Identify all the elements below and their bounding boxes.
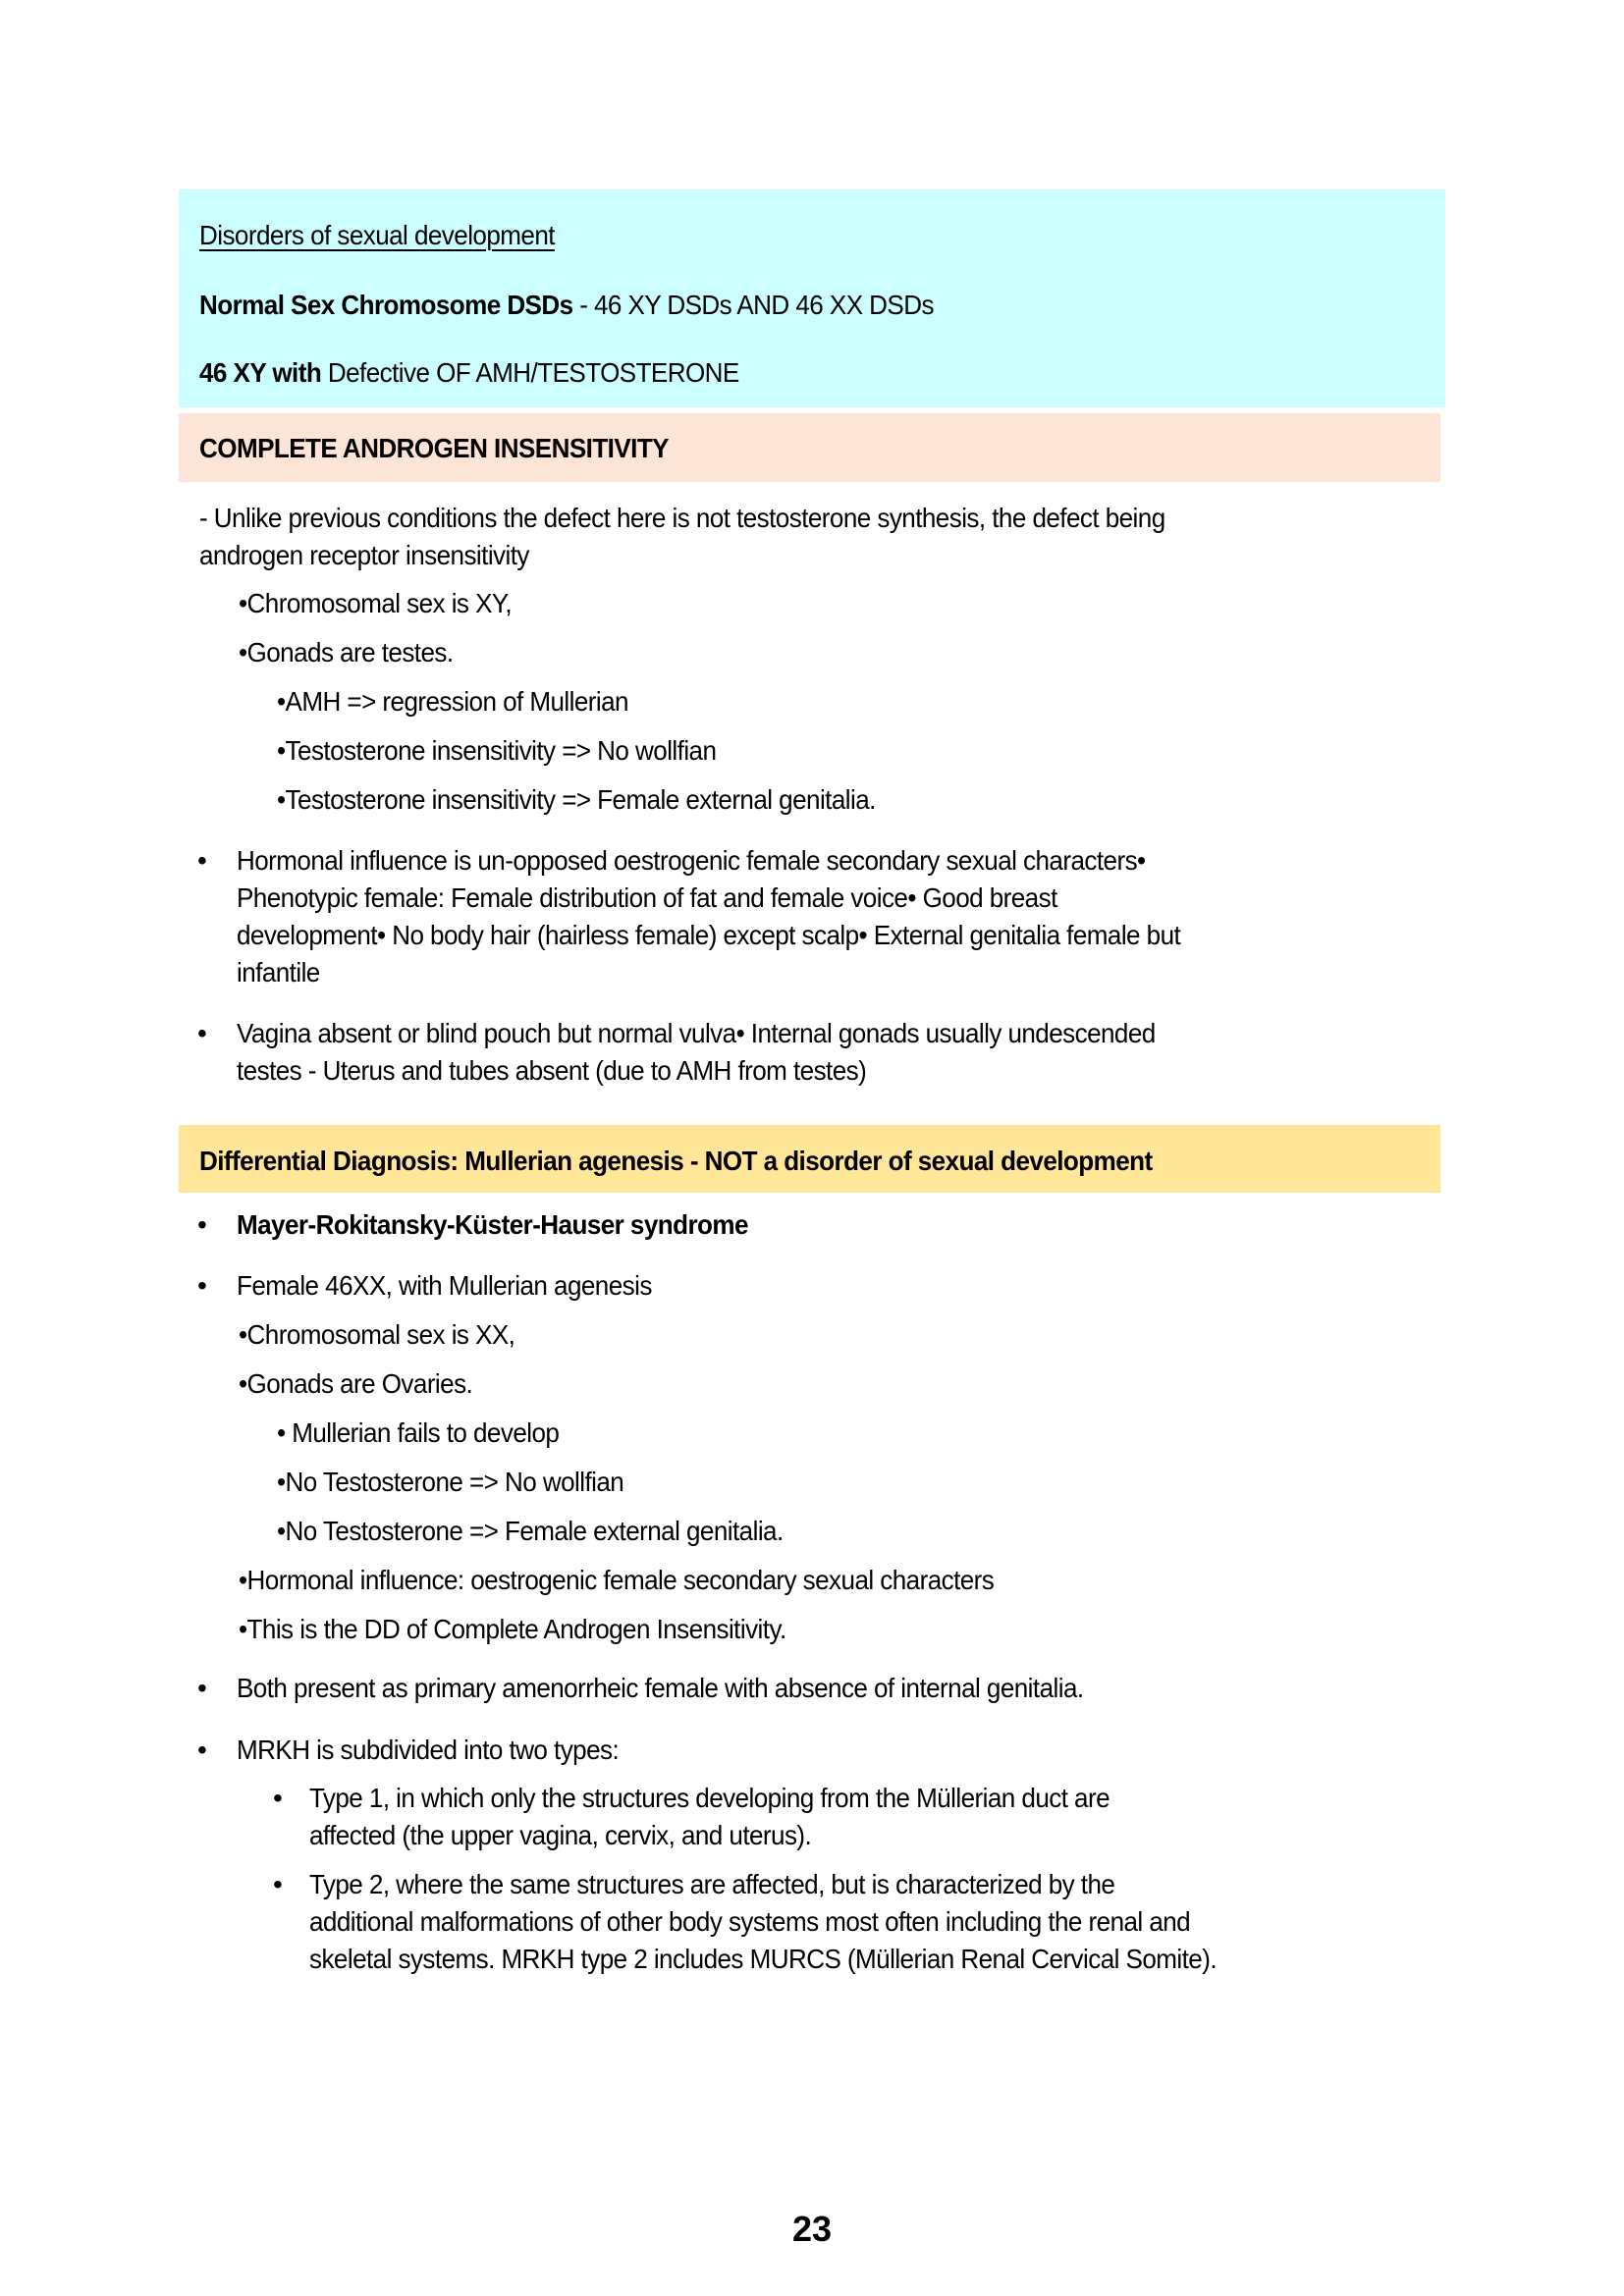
type-line: affected (the upper vagina, cervix, and uterus). [309, 1820, 812, 1850]
bullet-both-present: Both present as primary amenorrheic female with absence of internal genitalia. [237, 1673, 1084, 1703]
sub-sub-item: •No Testosterone => No wollfian [277, 1467, 624, 1497]
bullet-line: testes - Uterus and tubes absent (due to AMH from testes) [237, 1055, 867, 1086]
bullet-line: Vagina absent or blind pouch but normal vulva• Internal gonads usually undescended [237, 1018, 1156, 1048]
sub-item: •Hormonal influence: oestrogenic female secondary sexual characters [239, 1565, 995, 1595]
type-line: Type 1, in which only the structures developing from the Müllerian duct are [309, 1783, 1110, 1813]
type-line: Type 2, where the same structures are affected, but is characterized by the [309, 1869, 1115, 1899]
intro-line: androgen receptor insensitivity [199, 540, 529, 570]
sub-item: •Gonads are Ovaries. [239, 1368, 473, 1399]
type-line: skeletal systems. MRKH type 2 includes MURCS (Müllerian Renal Cervical Somite). [309, 1944, 1218, 1974]
sub-sub-item: • Mullerian fails to develop [277, 1417, 560, 1448]
sub-item: •Chromosomal sex is XX, [239, 1319, 515, 1350]
bullet-mrkh: Mayer-Rokitansky-Küster-Hauser syndrome [237, 1209, 748, 1240]
subheading-normal-sex-chromosome [199, 287, 934, 324]
bullet-icon: • [197, 1209, 207, 1240]
bullet-icon: • [197, 1270, 207, 1301]
sub-sub-item: •Testosterone insensitivity => Female external genitalia. [277, 784, 876, 815]
intro-line: - Unlike previous conditions the defect here is not testosterone synthesis, the defect being [199, 503, 1165, 533]
sub-sub-item: •No Testosterone => Female external genitalia. [277, 1516, 784, 1546]
sub-sub-item: •AMH => regression of Mullerian [277, 686, 628, 717]
subheading-46xy [199, 354, 739, 392]
document-heading: Disorders of sexual development [199, 220, 555, 250]
bullet-icon: • [197, 1735, 207, 1765]
bullet-line: Hormonal influence is un-opposed oestrogenic female secondary sexual characters• [237, 845, 1146, 876]
subheading-46xy-rest: Defective OF AMH/TESTOSTERONE [321, 357, 739, 388]
bullet-line: Phenotypic female: Female distribution of fat and female voice• Good breast [237, 882, 1057, 913]
sub-item: •Chromosomal sex is XY, [239, 588, 513, 618]
type-line: additional malformations of other body systems most often including the renal and [309, 1906, 1191, 1937]
sub-item: •Gonads are testes. [239, 637, 454, 667]
sub-item: •This is the DD of Complete Androgen Insensitivity. [239, 1614, 786, 1644]
section-title-dd: Differential Diagnosis: Mullerian agenesis - NOT a disorder of sexual development [199, 1146, 1153, 1176]
subheading-bold-part: Normal Sex Chromosome DSDs [199, 290, 573, 320]
bullet-line: infantile [237, 957, 320, 988]
subheading-46xy-bold: 46 XY with [199, 357, 322, 388]
bullet-icon: • [197, 1018, 207, 1048]
bullet-line: development• No body hair (hairless female) except scalp• External genitalia female but [237, 920, 1181, 950]
sub-sub-item: •Testosterone insensitivity => No wollfian [277, 735, 717, 766]
page-number: 23 [791, 2209, 833, 2249]
bullet-icon: • [273, 1783, 283, 1813]
bullet-female-46xx: Female 46XX, with Mullerian agenesis [237, 1270, 652, 1301]
section-title-cais: COMPLETE ANDROGEN INSENSITIVITY [199, 433, 669, 463]
bullet-icon: • [197, 845, 207, 876]
bullet-icon: • [197, 1673, 207, 1703]
subheading-rest: - 46 XY DSDs AND 46 XX DSDs [572, 290, 934, 320]
bullet-mrkh-types: MRKH is subdivided into two types: [237, 1735, 620, 1765]
bullet-icon: • [273, 1869, 283, 1899]
